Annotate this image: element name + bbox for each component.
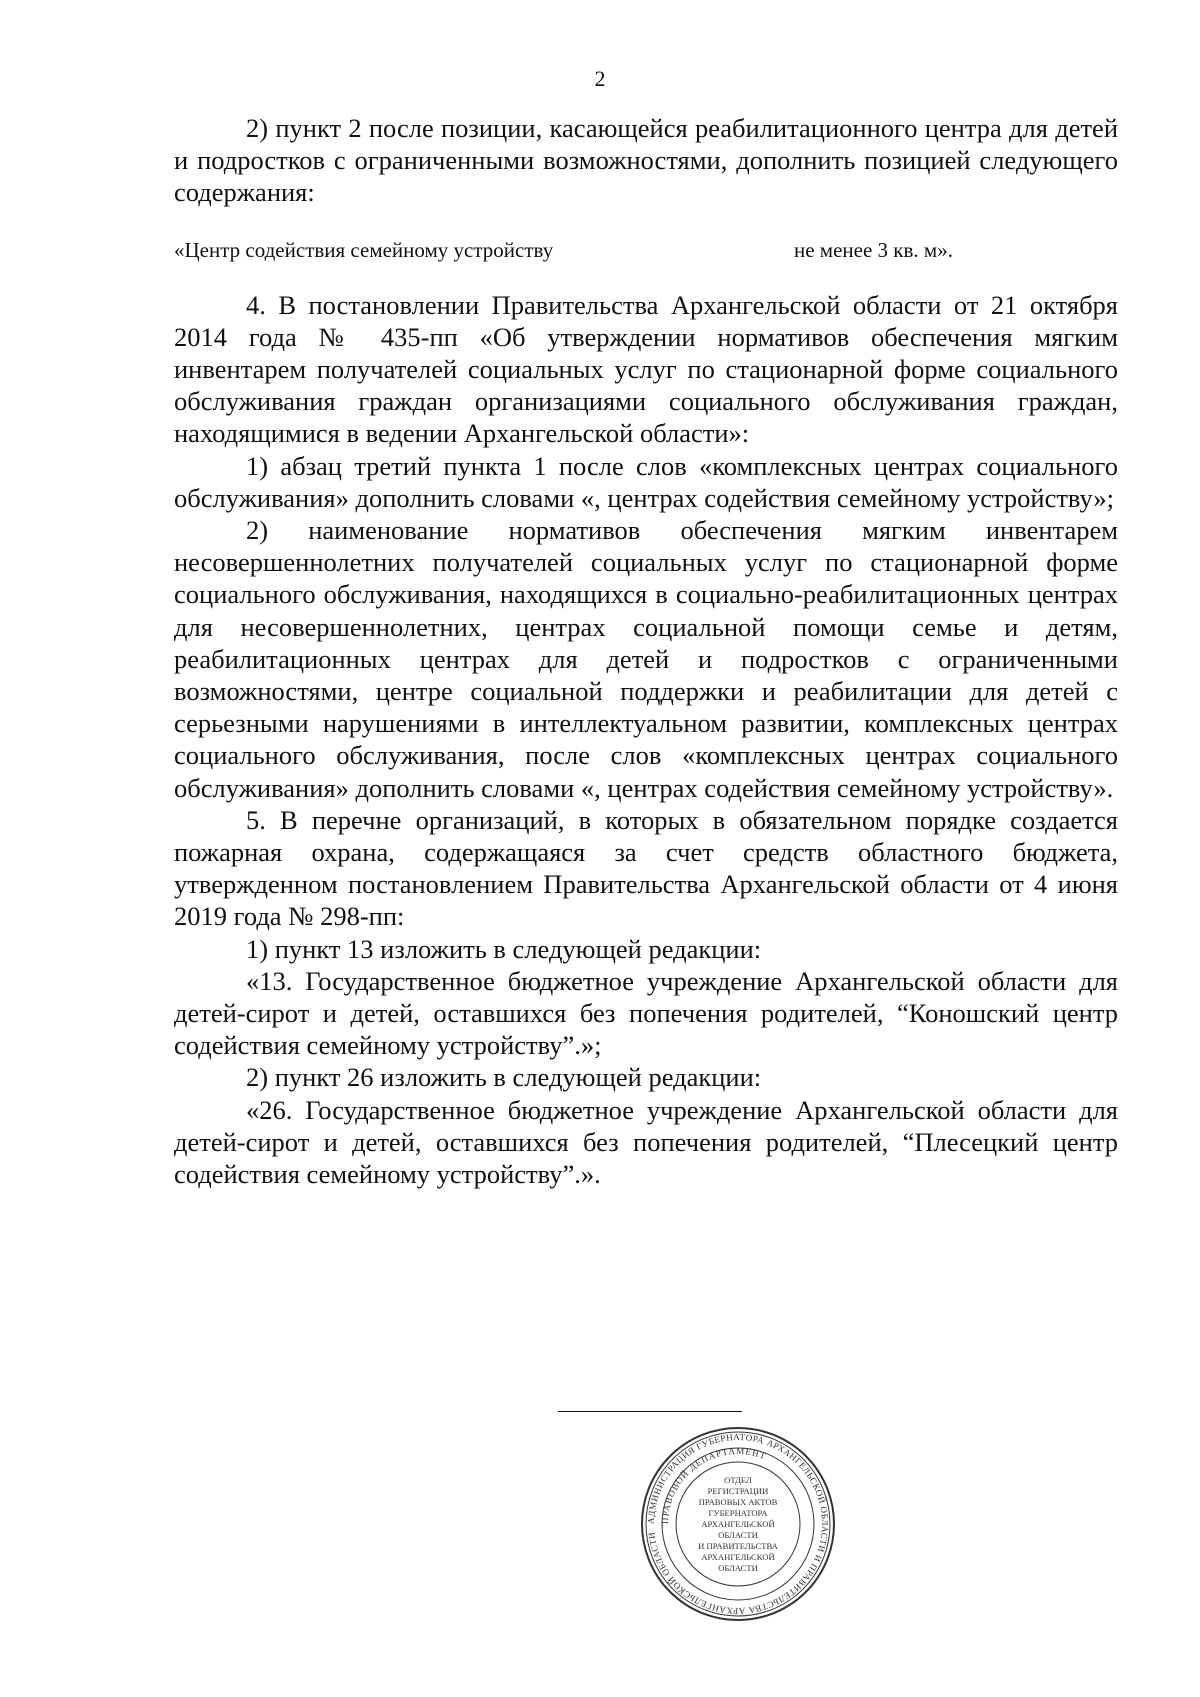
page-number: 2 xyxy=(594,66,606,91)
entry-name: «Центр содействия семейному устройству xyxy=(174,237,554,262)
paragraph: 4. В постановлении Правительства Архангельской области от 21 октября 2014 года № 435-пп «Об утверждении нормативов обеспечения мягким инвентарем получателей социальных услуг по стационарной форме социального обслуживания граждан организациями социального обслуживания граждан, находящимися в ведении Архангельской области»: xyxy=(174,289,1118,449)
paragraph: 2) наименование нормативов обеспечения мягким инвентарем несовершеннолетних получателей социальных услуг по стационарной форме социального обслуживания, находящихся в социально-реабилитационных центрах для несовершеннолетних, центрах социальной помощи семье и детям, реабилитационных центрах для детей и подростков с ограниченными возможностями, центре социальной поддержки и реабилитации для детей с серьезными нарушениями в интеллектуальном развитии, комплексных центрах социального обслуживания, после слов «комплексных центрах социального обслуживания» дополнить словами «, центрах содействия семейному устройству». xyxy=(174,515,1118,803)
svg-text:ПРАВОВЫХ АКТОВ: ПРАВОВЫХ АКТОВ xyxy=(698,1497,778,1507)
svg-text:ПРАВОВОЙ ДЕПАРТАМЕНТ: ПРАВОВОЙ ДЕПАРТАМЕНТ xyxy=(659,1445,768,1525)
paragraph: 1) абзац третий пункта 1 после слов «комплексных центрах социального обслуживания» дополнить словами «, центрах содействия семейному устройству»; xyxy=(174,450,1118,513)
official-seal-stamp xyxy=(638,1424,838,1624)
table-entry xyxy=(174,235,1118,265)
entry-value: не менее 3 кв. м». xyxy=(794,237,953,262)
svg-text:ОБЛАСТИ: ОБЛАСТИ xyxy=(718,1530,758,1540)
paragraph: 2) пункт 26 изложить в следующей редакции: xyxy=(246,1062,762,1093)
end-separator-line xyxy=(558,1411,742,1412)
svg-text:ГУБЕРНАТОРА: ГУБЕРНАТОРА xyxy=(708,1508,768,1518)
svg-text:РЕГИСТРАЦИИ: РЕГИСТРАЦИИ xyxy=(707,1486,769,1496)
svg-text:АРХАНГЕЛЬСКОЙ: АРХАНГЕЛЬСКОЙ xyxy=(701,1519,775,1529)
paragraph: 5. В перечне организаций, в которых в обязательном порядке создается пожарная охрана, содержащаяся за счет средств областного бюджета, утвержденном постановлением Правительства Архангельской области от 4 июня 2019 года № 298-пп: xyxy=(174,804,1118,932)
paragraph: 2) пункт 2 после позиции, касающейся реабилитационного центра для детей и подростков с ограниченными возможностями, дополнить позицией следующего содержания: xyxy=(174,113,1118,208)
svg-text:И ПРАВИТЕЛЬСТВА: И ПРАВИТЕЛЬСТВА xyxy=(698,1541,778,1551)
svg-text:АДМИНИСТРАЦИЯ ГУБЕРНАТОРА АРХА: АДМИНИСТРАЦИЯ ГУБЕРНАТОРА АРХАНГЕЛЬСКОЙ ОБЛАСТИ И ПРАВИТЕЛЬСТВА АРХАНГЕЛЬСКОЙ ОБЛАСТИ xyxy=(645,1431,831,1617)
document-body xyxy=(174,112,1118,1190)
paragraph: 1) пункт 13 изложить в следующей редакции: xyxy=(246,933,762,964)
paragraph: «13. Государственное бюджетное учреждение Архангельской области для детей-сирот и детей, оставшихся без попечения родителей, “Коношский центр содействия семейному устройству”.»; xyxy=(174,965,1118,1061)
paragraph: «26. Государственное бюджетное учреждение Архангельской области для детей-сирот и детей, оставшихся без попечения родителей, “Плесецкий центр содействия семейному устройству”.». xyxy=(174,1094,1118,1190)
svg-text:АРХАНГЕЛЬСКОЙ: АРХАНГЕЛЬСКОЙ xyxy=(701,1552,775,1562)
svg-text:ОТДЕЛ: ОТДЕЛ xyxy=(724,1475,752,1485)
svg-text:ОБЛАСТИ: ОБЛАСТИ xyxy=(718,1563,758,1573)
